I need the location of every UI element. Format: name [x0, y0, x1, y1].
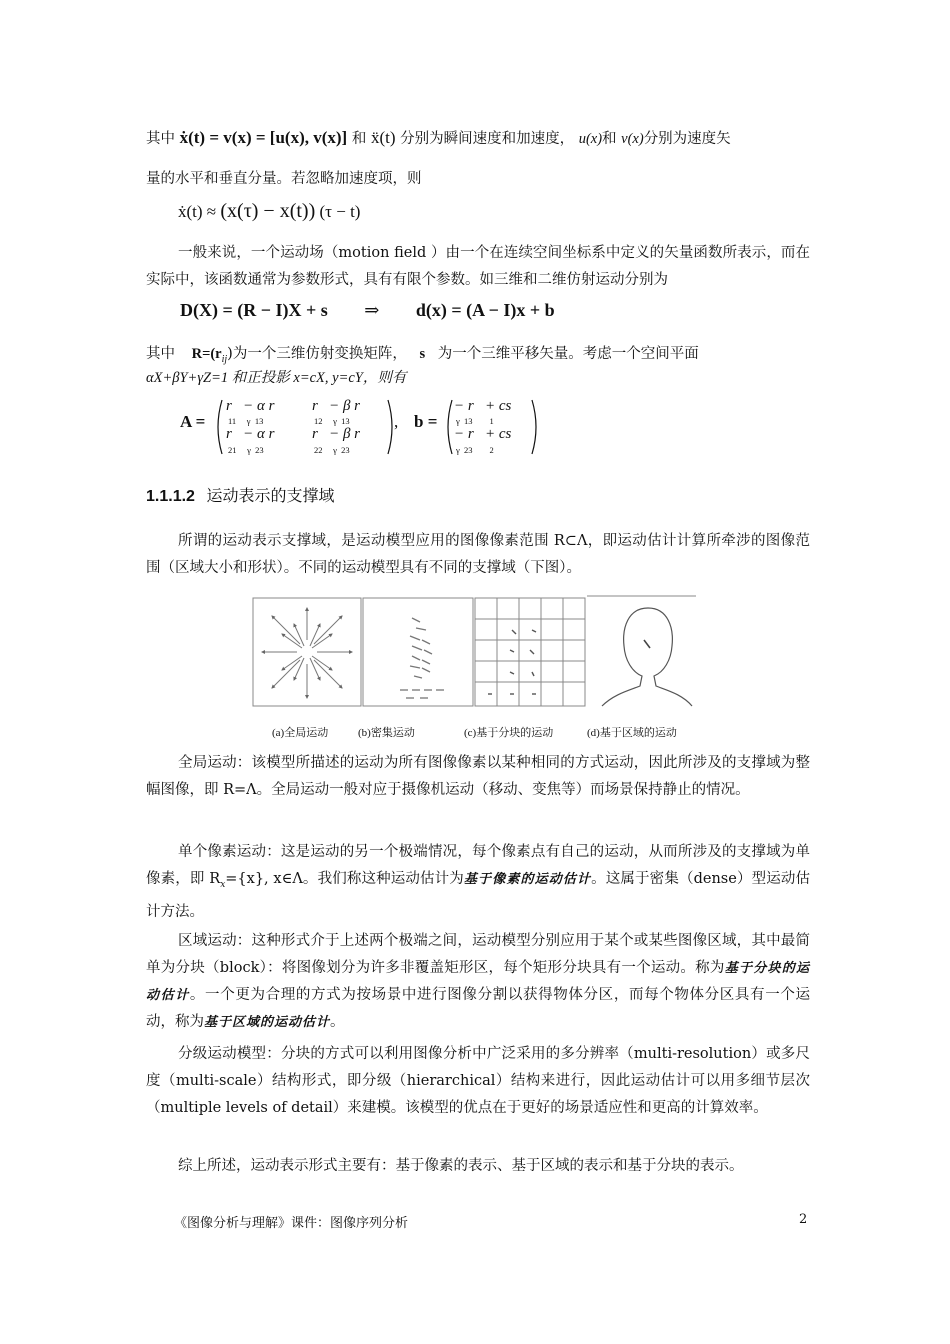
panel-block-motion [475, 598, 585, 706]
a11-sub: 11 γ 13 [228, 416, 264, 426]
affine-2d: d(x) = (A − I)x + b [415, 300, 555, 320]
b1-sub: γ 13 1 [456, 416, 494, 426]
paragraph-motion-field: 一般来说，一个运动场（motion field ）由一个在连续空间坐标系中定义的矢量函数所表示，而在实际中，该函数通常为参数形式，具有有限个参数。如三维和二维仿射运动分别为 [146, 245, 810, 288]
paragraph-support-domain: 所谓的运动表示支撑域，是运动模型应用的图像像素范围 R⊂Λ，即运动估计计算所牵涉的图像范围（区域大小和形状）。不同的运动模型具有不同的支撑域（下图）。 [146, 533, 810, 576]
matrix-comma: , [394, 412, 399, 431]
b2-sub: γ 23 2 [456, 445, 494, 455]
section-heading [146, 483, 335, 506]
a21: r − α r [226, 426, 275, 442]
r-mid: )为一个三维仿射变换矩阵， [227, 346, 407, 362]
paragraph-pixel-motion [146, 839, 810, 926]
motion-support-figure [252, 594, 696, 710]
a12-sub: 12 γ 13 [314, 416, 350, 426]
motion-figure-svg [252, 594, 696, 710]
r-matrix-symbol: R=(r [191, 346, 222, 362]
pixel-emphasis: 基于像素的运动估计 [463, 872, 592, 887]
matrix-a-label: A = [180, 412, 206, 431]
caption-a: (a)全局运动 [272, 727, 329, 739]
section-title: 运动表示的支撑域 [206, 486, 335, 505]
section-number: 1.1.1.2 [146, 488, 195, 505]
panel-global-motion [253, 598, 361, 706]
intro-and2: 和 [602, 131, 617, 147]
v-component: v(x) [621, 131, 644, 147]
r-prefix: 其中 [146, 346, 175, 362]
pixel-text-1: 单个像素运动：这是运动的另一个极端情况，每个像素点有自己的运动，从而所涉及的支撑域为单像素，即 R [146, 844, 810, 887]
block-emphasis: 基于分块的运动估计 [146, 961, 810, 1003]
b2: − r + cs [454, 426, 512, 442]
paragraph-summary: 综上所述，运动表示形式主要有：基于像素的表示、基于区域的表示和基于分块的表示。 [178, 1158, 744, 1174]
affine-3d: D(X) = (R − I)X + s [180, 300, 328, 320]
paragraph-hierarchical: 分级运动模型：分块的方式可以利用图像分析中广泛采用的多分辨率（multi-resolution）或多尺度（multi-scale）结构形式，即分级（hierarchical）结构来进行，因此运动估计可以用多细节层次（multiple levels of detail）来建模。该模型的优点在于更好的场景适应性和更高的计算效率。 [146, 1046, 810, 1116]
paragraph-r-line-2: αX+βY+γZ=1 和正投影 x=cX, y=cY，则有 [146, 370, 407, 386]
region-text-2: 。一个更为合理的方式为按场景中进行图像分割以获得物体分区，而每个物体分区具有一个运动，称为 [146, 987, 810, 1030]
affine-equation [180, 300, 555, 321]
caption-d: (d)基于区域的运动 [587, 727, 677, 739]
intro-suffix: 分别为瞬间速度和加速度， [400, 131, 575, 147]
approx-equation [178, 200, 360, 223]
a21-sub: 21 γ 23 [228, 445, 264, 455]
r-tail: 为一个三维平移矢量。考虑一个空间平面 [437, 346, 699, 362]
region-text-3: 。 [330, 1014, 345, 1030]
region-text-1: 区域运动：这种形式介于上述两个极端之间，运动模型分别应用于某个或某些图像区域，其中最简单为分块（block）：将图像划分为许多非覆盖矩形区，每个矩形分块具有一个运动。称为 [146, 933, 810, 976]
intro-line-2: 量的水平和垂直分量。若忽略加速度项，则 [146, 171, 422, 187]
a11: r − α r [226, 398, 275, 414]
pixel-sub: x [220, 879, 226, 890]
footer-title: 《图像分析与理解》课件：图像序列分析 [174, 1216, 409, 1231]
region-emphasis: 基于区域的运动估计 [204, 1015, 331, 1030]
a12: r − β r [312, 398, 361, 414]
velocity-expression: ẋ(t) = v(x) = [u(x), v(x)] [179, 128, 348, 147]
a22: r − β r [312, 426, 361, 442]
b1: − r + cs [454, 398, 512, 414]
approx-mid: (x(τ) − x(t)) [220, 200, 316, 222]
acceleration-expression: ẍ(t) [370, 128, 396, 147]
caption-c: (c)基于分块的运动 [464, 727, 554, 739]
paragraph-global-motion: 全局运动：该模型所描述的运动为所有图像像素以某种相同的方式运动，因此所涉及的支撑域为整幅图像，即 R=Λ。全局运动一般对应于摄像机运动（移动、变焦等）而场景保持静止的情况。 [146, 755, 810, 798]
r-subscript: ij [221, 353, 228, 365]
implies-arrow: ⇒ [364, 300, 380, 320]
paragraph-region-motion [146, 928, 810, 1036]
approx-lhs: ẋ(t) ≈ [178, 202, 217, 221]
pixel-text-2: ={x}, x∈Λ。我们称这种运动估计为 [225, 871, 464, 887]
vector-b-label: b = [414, 412, 438, 431]
approx-rhs: (τ − t) [319, 202, 361, 221]
paragraph-r-line-1 [146, 344, 810, 370]
intro-line-1 [146, 128, 810, 149]
a22-sub: 22 γ 23 [314, 445, 350, 455]
panel-dense-motion [363, 598, 473, 706]
u-component: u(x) [578, 131, 603, 147]
page-number: 2 [799, 1212, 808, 1227]
matrix-equation [180, 396, 560, 456]
s-symbol: s [419, 346, 426, 362]
intro-tail: 分别为速度矢 [643, 131, 731, 147]
intro-prefix: 其中 [146, 131, 175, 147]
caption-b: (b)密集运动 [358, 727, 415, 739]
intro-and: 和 [351, 131, 367, 147]
panel-region-motion [587, 596, 696, 706]
pixel-text-3: 。这属于密集（dense）型运动估计方法。 [146, 871, 810, 920]
